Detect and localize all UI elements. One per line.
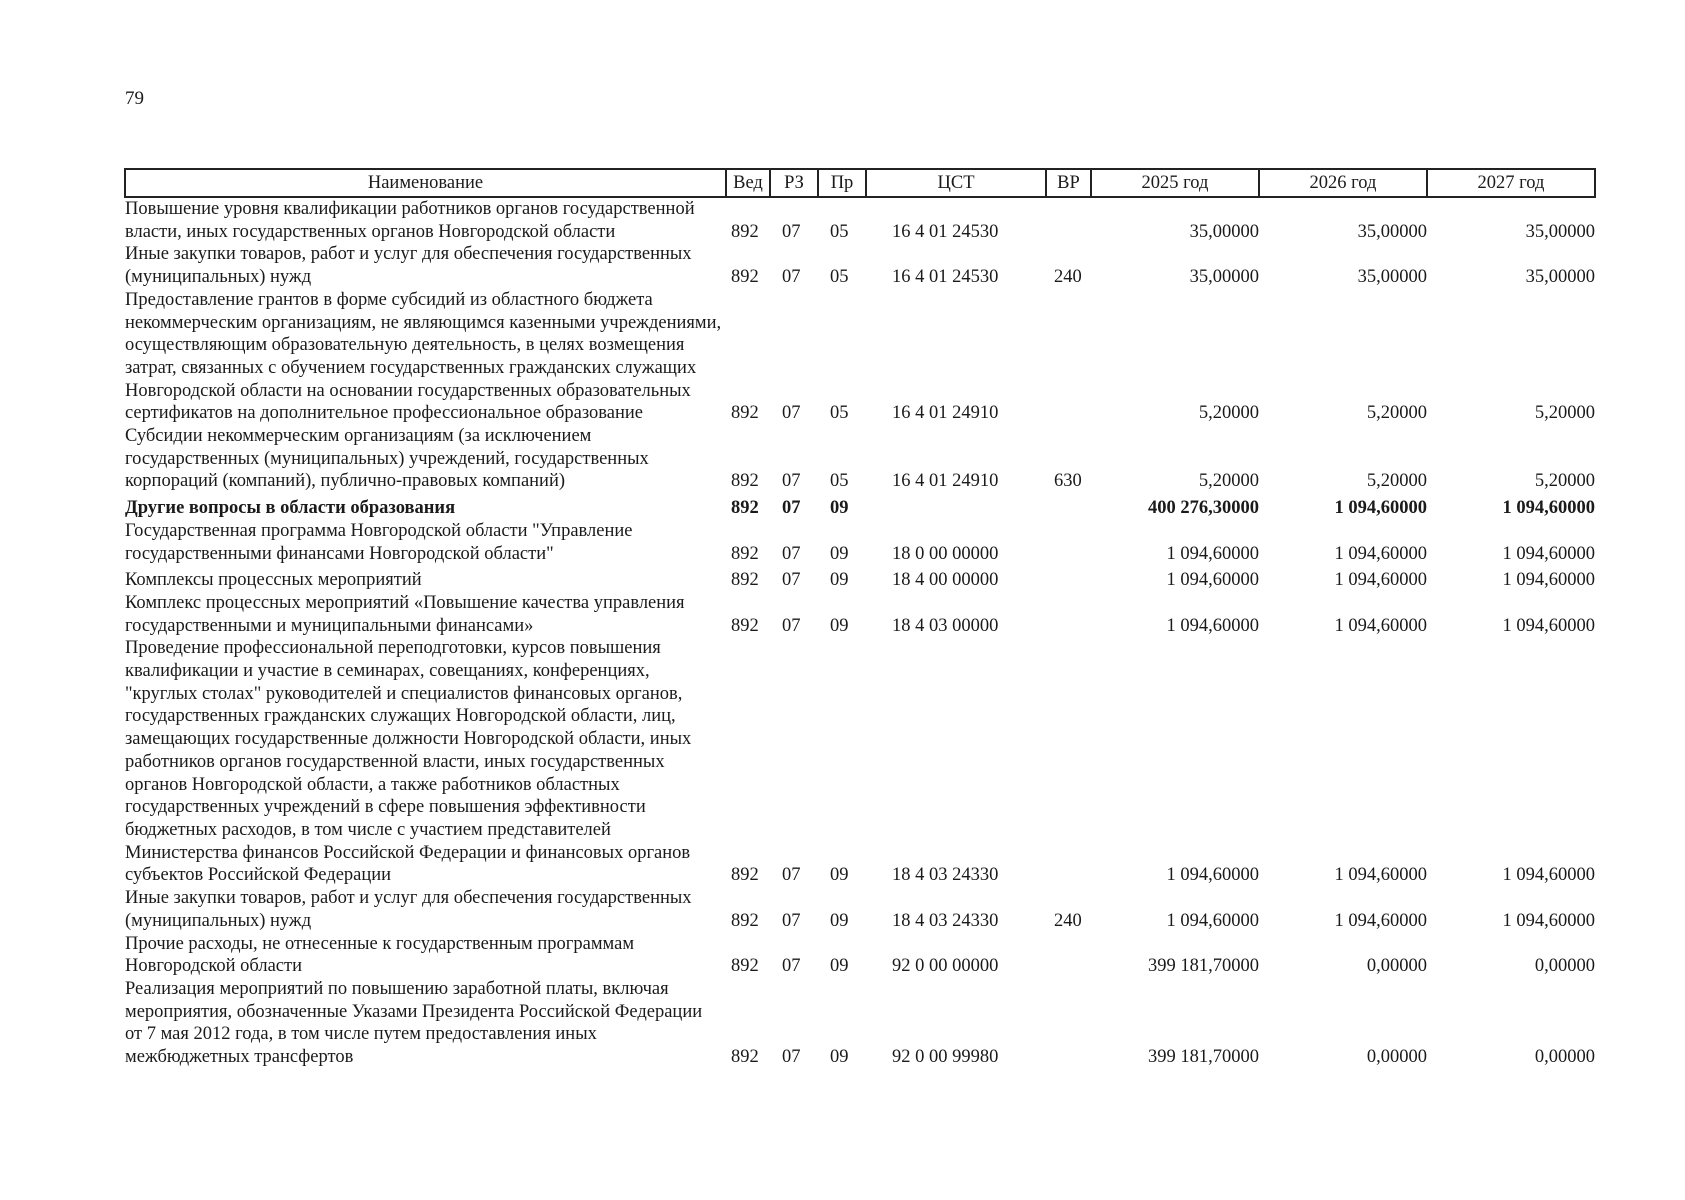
row-2027: 35,00000 — [1525, 267, 1595, 288]
row-vr — [1046, 637, 1091, 887]
row-ved: 892 — [731, 570, 759, 591]
budget-table — [124, 168, 1596, 1069]
table-row — [125, 887, 1595, 932]
header-2025: 2025 год — [1091, 169, 1259, 197]
table-row — [125, 933, 1595, 978]
row-2026: 5,20000 — [1366, 471, 1427, 492]
row-ved: 892 — [731, 403, 759, 424]
row-2026: 35,00000 — [1357, 221, 1427, 242]
row-cst: 18 4 03 00000 — [892, 615, 999, 636]
row-2027: 35,00000 — [1525, 221, 1595, 242]
row-pr: 05 — [830, 221, 849, 242]
row-2027: 0,00000 — [1534, 1047, 1595, 1068]
table-row — [125, 978, 1595, 1069]
header-vr: ВР — [1046, 169, 1091, 197]
row-cst: 16 4 01 24910 — [892, 471, 999, 492]
row-2025: 1 094,60000 — [1166, 865, 1259, 886]
row-cst: 92 0 00 99980 — [892, 1047, 999, 1068]
row-2026: 0,00000 — [1366, 1047, 1427, 1068]
row-pr: 05 — [830, 267, 849, 288]
header-cst: ЦСТ — [866, 169, 1046, 197]
row-vr — [1046, 565, 1091, 592]
row-pr: 09 — [830, 865, 849, 886]
row-cst: 16 4 01 24530 — [892, 267, 999, 288]
row-vr — [1046, 493, 1091, 520]
row-2025: 5,20000 — [1198, 471, 1259, 492]
row-2025: 35,00000 — [1189, 221, 1259, 242]
header-rz: РЗ — [770, 169, 818, 197]
row-vr: 240 — [1054, 267, 1082, 288]
header-pr: Пр — [818, 169, 866, 197]
row-rz: 07 — [782, 403, 801, 424]
row-vr — [1046, 197, 1091, 243]
row-cst: 18 4 03 24330 — [892, 910, 999, 931]
row-rz: 07 — [782, 865, 801, 886]
row-pr: 09 — [830, 615, 849, 636]
row-name: Государственная программа Новгородской области "Управление государственными финансами Новгородской области" — [125, 520, 633, 564]
row-2026: 1 094,60000 — [1334, 865, 1427, 886]
table-header-row — [125, 169, 1595, 197]
row-name: Комплексы процессных мероприятий — [125, 570, 422, 591]
row-vr — [1046, 520, 1091, 565]
row-2025: 400 276,30000 — [1148, 498, 1259, 519]
row-ved: 892 — [731, 498, 759, 519]
row-rz: 07 — [782, 1047, 801, 1068]
row-vr: 240 — [1054, 910, 1082, 931]
row-vr — [1046, 289, 1091, 425]
row-2027: 1 094,60000 — [1502, 615, 1595, 636]
row-rz: 07 — [782, 221, 801, 242]
row-2027: 5,20000 — [1534, 471, 1595, 492]
row-rz: 07 — [782, 267, 801, 288]
row-pr: 09 — [830, 1047, 849, 1068]
row-pr: 09 — [830, 543, 849, 564]
row-name: Прочие расходы, не отнесенные к государственным программам Новгородской области — [125, 933, 635, 977]
row-pr: 09 — [830, 570, 849, 591]
row-2025: 35,00000 — [1189, 267, 1259, 288]
row-2026: 1 094,60000 — [1334, 910, 1427, 931]
row-rz: 07 — [782, 615, 801, 636]
row-pr: 09 — [830, 956, 849, 977]
row-name: Повышение уровня квалификации работников органов государственной власти, иных государственных органов Новгородской области — [125, 199, 695, 242]
row-ved: 892 — [731, 221, 759, 242]
row-ved: 892 — [731, 910, 759, 931]
row-ved: 892 — [731, 865, 759, 886]
row-2027: 1 094,60000 — [1502, 910, 1595, 931]
row-pr: 05 — [830, 403, 849, 424]
row-ved: 892 — [731, 1047, 759, 1068]
row-name: Иные закупки товаров, работ и услуг для обеспечения государственных (муниципальных) нужд — [125, 888, 692, 931]
row-pr: 09 — [830, 498, 849, 519]
row-name: Другие вопросы в области образования — [125, 498, 456, 519]
row-rz: 07 — [782, 498, 801, 519]
row-vr — [1046, 978, 1091, 1069]
row-2027: 1 094,60000 — [1502, 570, 1595, 591]
row-name: Субсидии некоммерческим организациям (за исключением государственных (муниципальных) учреждений, государственных корпораций (компаний), публично-правовых компаний) — [125, 426, 649, 492]
row-2027: 0,00000 — [1534, 956, 1595, 977]
row-2027: 1 094,60000 — [1502, 543, 1595, 564]
row-2025: 5,20000 — [1198, 403, 1259, 424]
row-ved: 892 — [731, 471, 759, 492]
row-vr: 630 — [1054, 471, 1082, 492]
row-cst: 18 4 00 00000 — [892, 570, 999, 591]
row-vr — [1046, 933, 1091, 978]
row-name: Иные закупки товаров, работ и услуг для обеспечения государственных (муниципальных) нужд — [125, 244, 692, 288]
row-2025: 399 181,70000 — [1148, 956, 1259, 977]
row-rz: 07 — [782, 471, 801, 492]
table-row — [125, 289, 1595, 425]
table-row — [125, 197, 1595, 243]
table-row — [125, 425, 1595, 493]
row-2026: 5,20000 — [1366, 403, 1427, 424]
row-2026: 1 094,60000 — [1334, 615, 1427, 636]
page-number: 79 — [125, 88, 144, 109]
row-2026: 35,00000 — [1357, 267, 1427, 288]
header-ved: Вед — [726, 169, 770, 197]
row-ved: 892 — [731, 543, 759, 564]
row-rz: 07 — [782, 543, 801, 564]
table-row — [125, 243, 1595, 288]
row-name: Проведение профессиональной переподготовки, курсов повышения квалификации и участие в семинарах, совещаниях, конференциях, "круглых столах" руководителей и специалистов финансовых органов, государственных гражданских служащих Новгородской области, лиц, замещающих государственные должности Новгородской области, иных работников органов государственной власти, иных государственных органов Новгородской области, а также работников областных государственных учреждений в сфере повышения эффективности бюджетных расходов, в том числе с участием представителей Министерства финансов Российской Федерации и финансовых органов субъектов Российской Федерации — [125, 638, 692, 886]
row-rz: 07 — [782, 910, 801, 931]
table-row — [125, 565, 1595, 592]
row-vr — [1046, 592, 1091, 637]
row-cst: 18 4 03 24330 — [892, 865, 999, 886]
table-row — [125, 592, 1595, 637]
row-2026: 1 094,60000 — [1334, 498, 1427, 519]
row-rz: 07 — [782, 570, 801, 591]
row-cst: 18 0 00 00000 — [892, 543, 999, 564]
row-ved: 892 — [731, 615, 759, 636]
row-2026: 0,00000 — [1366, 956, 1427, 977]
row-ved: 892 — [731, 956, 759, 977]
row-2026: 1 094,60000 — [1334, 570, 1427, 591]
row-2027: 1 094,60000 — [1502, 498, 1595, 519]
table-row — [125, 520, 1595, 565]
row-name: Предоставление грантов в форме субсидий из областного бюджета некоммерческим организациям, не являющимся казенными учреждениями, осуществляющим образовательную деятельность, в целях возмещения затрат, связанных с обучением государственных гражданских служащих Новгородской области на основании государственных образовательных сертификатов на дополнительное профессиональное образование — [125, 289, 722, 424]
header-2027: 2027 год — [1427, 169, 1595, 197]
row-pr: 05 — [830, 471, 849, 492]
row-2027: 1 094,60000 — [1502, 865, 1595, 886]
row-name: Реализация мероприятий по повышению заработной платы, включая мероприятия, обозначенные Указами Президента Российской Федерации от 7 мая 2012 года, в том числе путем предоставления иных межбюджетных трансфертов — [125, 978, 703, 1068]
row-2025: 1 094,60000 — [1166, 910, 1259, 931]
row-name: Комплекс процессных мероприятий «Повышение качества управления государственными и муниципальными финансами» — [125, 592, 685, 636]
header-2026: 2026 год — [1259, 169, 1427, 197]
row-2026: 1 094,60000 — [1334, 543, 1427, 564]
row-pr: 09 — [830, 910, 849, 931]
row-2025: 1 094,60000 — [1166, 615, 1259, 636]
row-rz: 07 — [782, 956, 801, 977]
table-row — [125, 637, 1595, 887]
table-row-section — [125, 493, 1595, 520]
row-cst: 92 0 00 00000 — [892, 956, 999, 977]
row-cst: 16 4 01 24910 — [892, 403, 999, 424]
row-2025: 399 181,70000 — [1148, 1047, 1259, 1068]
row-2025: 1 094,60000 — [1166, 570, 1259, 591]
row-2025: 1 094,60000 — [1166, 543, 1259, 564]
row-cst: 16 4 01 24530 — [892, 221, 999, 242]
row-2027: 5,20000 — [1534, 403, 1595, 424]
header-name: Наименование — [125, 169, 726, 197]
row-cst — [866, 493, 1046, 520]
row-ved: 892 — [731, 267, 759, 288]
